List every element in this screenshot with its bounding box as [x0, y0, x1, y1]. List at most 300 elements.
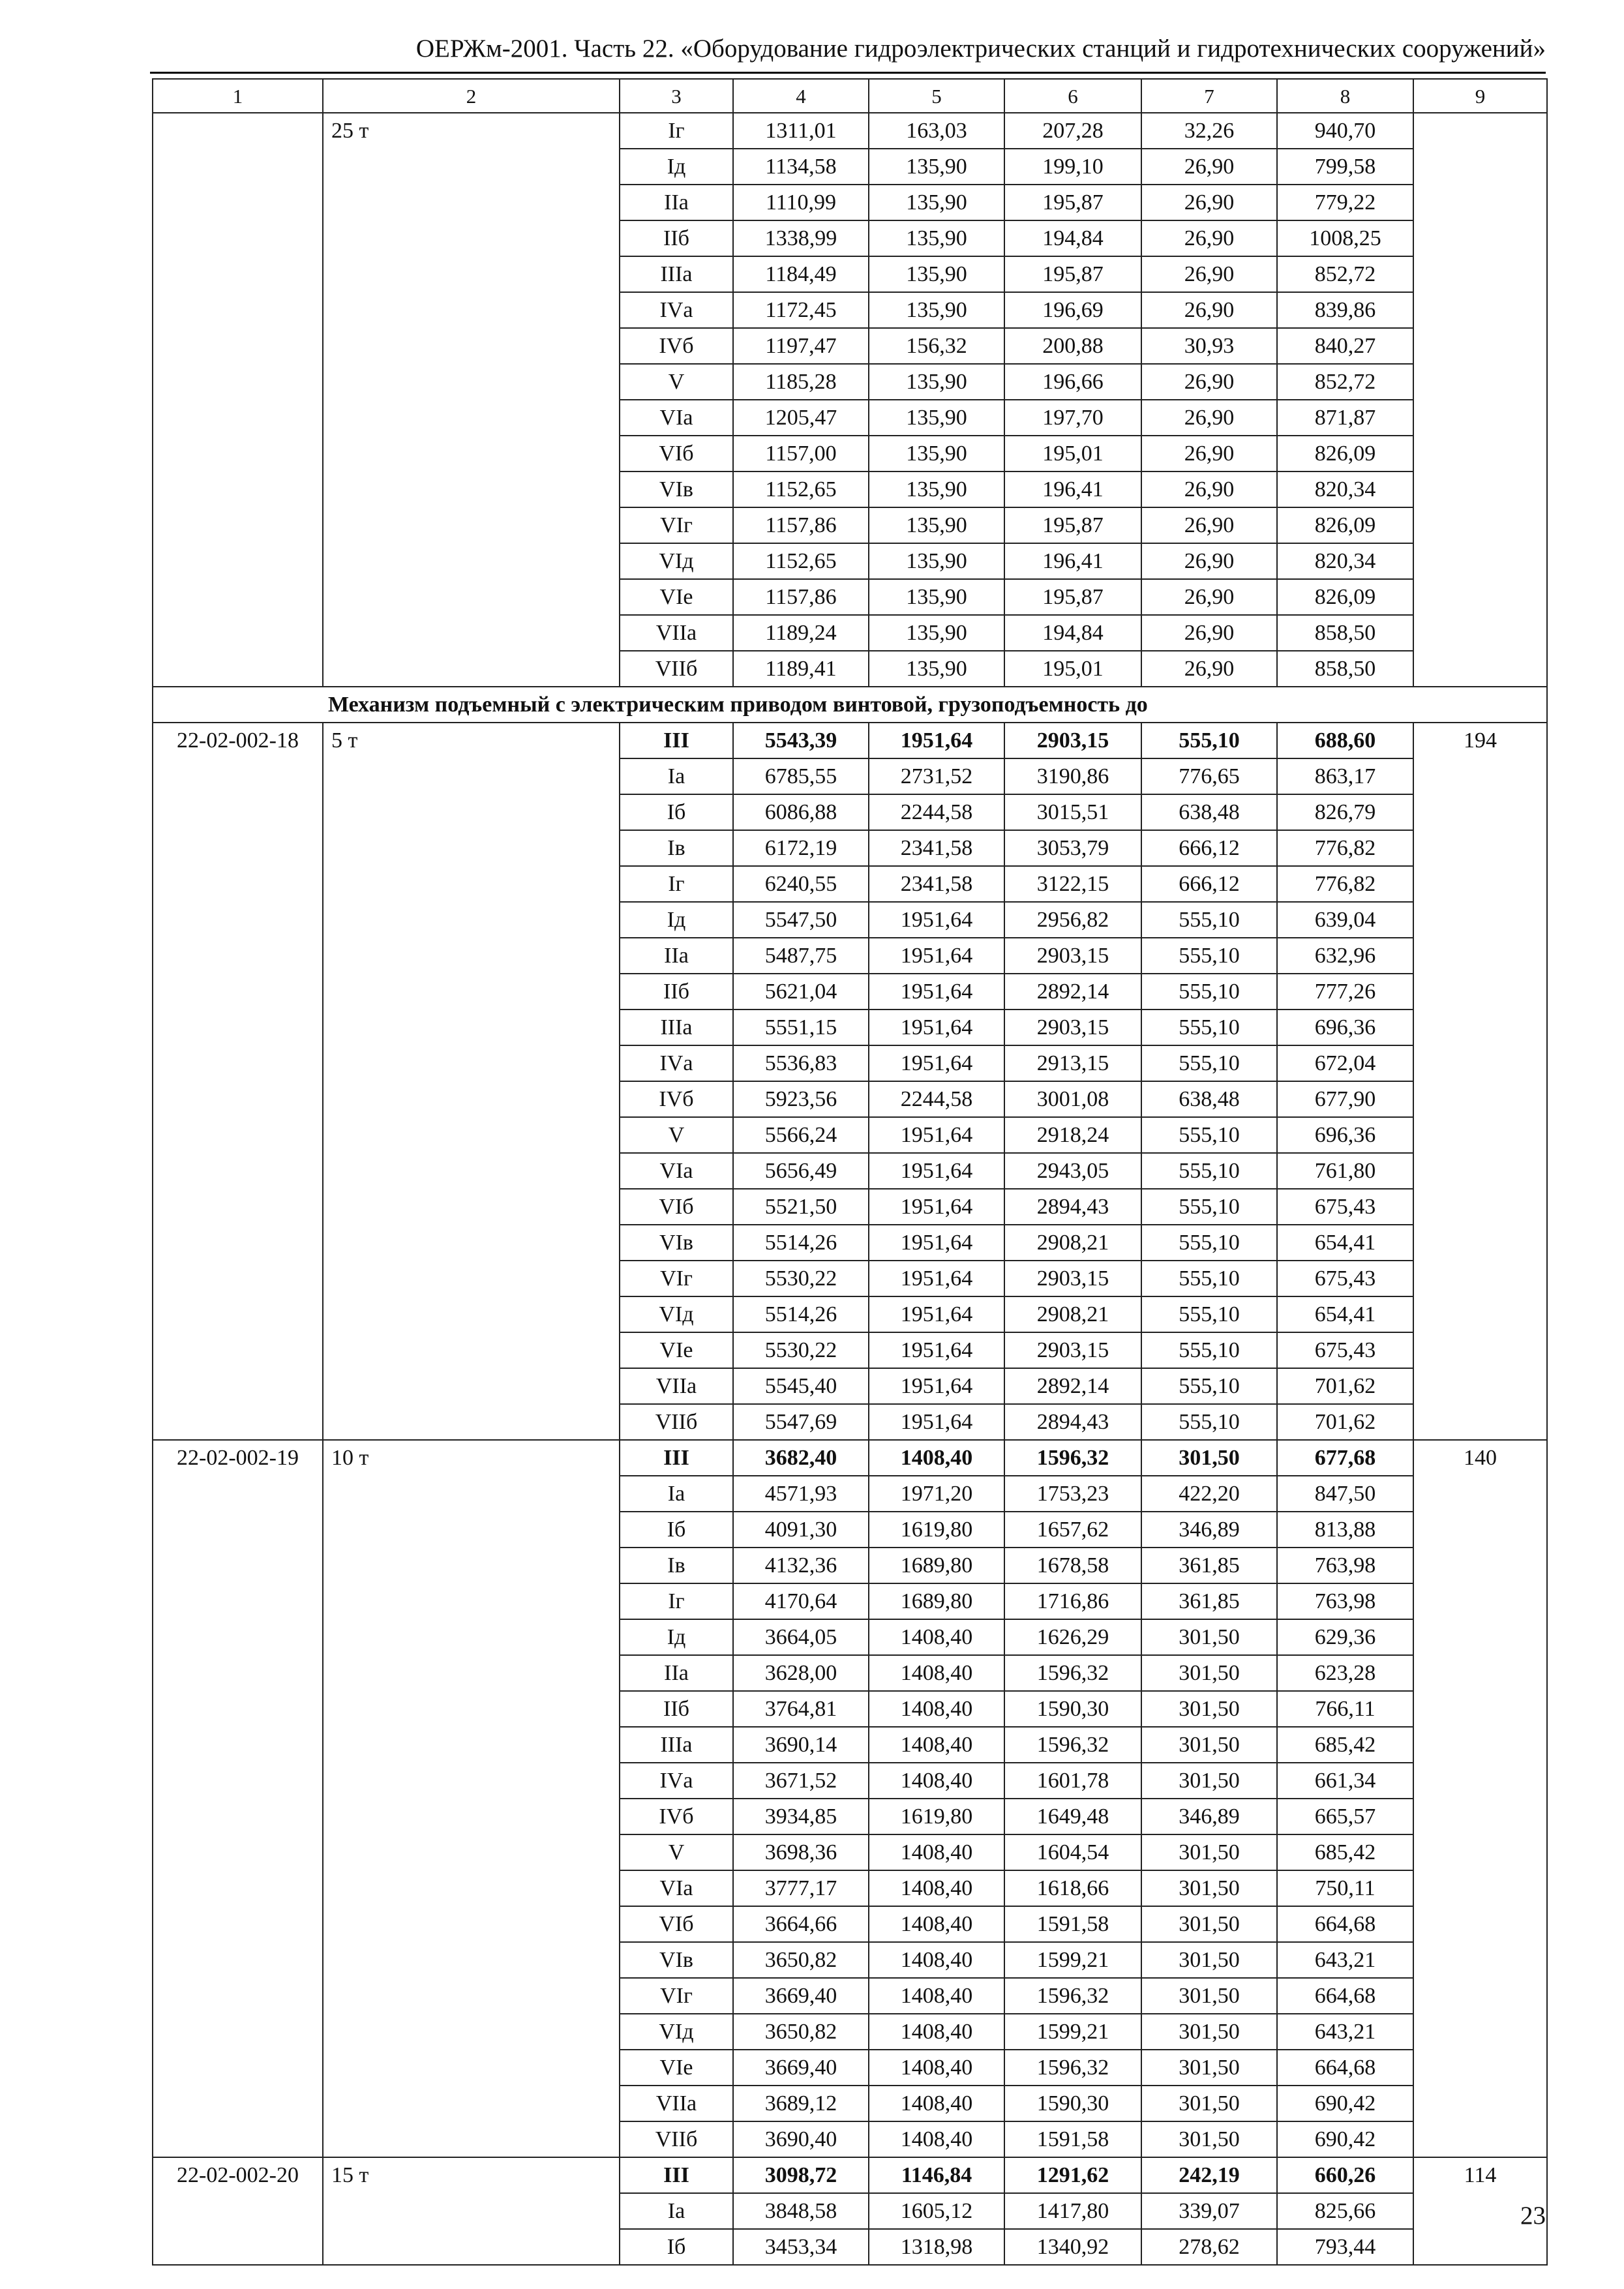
value-cell: 766,11 — [1277, 1691, 1413, 1727]
value-cell: 1338,99 — [733, 220, 869, 256]
value-cell: 5543,39 — [733, 723, 869, 758]
value-cell: 555,10 — [1141, 1189, 1277, 1225]
value-cell: 1408,40 — [869, 1727, 1004, 1763]
value-cell: 1951,64 — [869, 1296, 1004, 1332]
zone-cell: III — [620, 2157, 733, 2193]
value-cell: 301,50 — [1141, 2050, 1277, 2086]
value-cell: 763,98 — [1277, 1548, 1413, 1583]
value-cell: 5530,22 — [733, 1261, 869, 1296]
value-cell: 826,09 — [1277, 579, 1413, 615]
zone-cell: IVа — [620, 1045, 733, 1081]
value-cell: 643,21 — [1277, 2014, 1413, 2050]
zone-cell: Iд — [620, 149, 733, 185]
value-cell: 26,90 — [1141, 579, 1277, 615]
value-cell: 555,10 — [1141, 1261, 1277, 1296]
zone-cell: VIд — [620, 2014, 733, 2050]
value-cell: 195,87 — [1004, 256, 1141, 292]
zone-cell: VIг — [620, 507, 733, 543]
value-cell: 1408,40 — [869, 1655, 1004, 1691]
value-cell: 301,50 — [1141, 1440, 1277, 1476]
value-cell: 2244,58 — [869, 794, 1004, 830]
value-cell: 1951,64 — [869, 902, 1004, 938]
value-cell: 2956,82 — [1004, 902, 1141, 938]
value-cell: 339,07 — [1141, 2193, 1277, 2229]
value-cell: 1619,80 — [869, 1512, 1004, 1548]
value-cell: 30,93 — [1141, 328, 1277, 364]
value-cell: 1951,64 — [869, 1404, 1004, 1440]
value-cell: 871,87 — [1277, 400, 1413, 436]
value-cell: 26,90 — [1141, 615, 1277, 651]
zone-cell: Iб — [620, 794, 733, 830]
value-cell: 5514,26 — [733, 1296, 869, 1332]
value-cell: 555,10 — [1141, 1117, 1277, 1153]
value-cell: 825,66 — [1277, 2193, 1413, 2229]
value-cell: 197,70 — [1004, 400, 1141, 436]
zone-cell: IVб — [620, 1799, 733, 1834]
value-cell: 696,36 — [1277, 1010, 1413, 1045]
zone-cell: Iа — [620, 1476, 733, 1512]
value-cell: 1596,32 — [1004, 2050, 1141, 2086]
zone-cell: Iв — [620, 1548, 733, 1583]
rate-name-cell: 15 т — [323, 2157, 620, 2265]
value-cell: 661,34 — [1277, 1763, 1413, 1799]
value-cell: 858,50 — [1277, 615, 1413, 651]
zone-cell: VIIа — [620, 1368, 733, 1404]
value-cell: 858,50 — [1277, 651, 1413, 687]
value-cell: 1134,58 — [733, 149, 869, 185]
value-cell: 1971,20 — [869, 1476, 1004, 1512]
value-cell: 1008,25 — [1277, 220, 1413, 256]
value-cell: 2913,15 — [1004, 1045, 1141, 1081]
value-cell: 1599,21 — [1004, 2014, 1141, 2050]
value-cell: 666,12 — [1141, 830, 1277, 866]
value-cell: 195,87 — [1004, 579, 1141, 615]
rate-name-cell: 25 т — [323, 113, 620, 687]
value-cell: 623,28 — [1277, 1655, 1413, 1691]
value-cell: 1311,01 — [733, 113, 869, 149]
value-cell: 1951,64 — [869, 1117, 1004, 1153]
value-cell: 852,72 — [1277, 364, 1413, 400]
value-cell: 799,58 — [1277, 149, 1413, 185]
value-cell: 6086,88 — [733, 794, 869, 830]
value-cell: 1110,99 — [733, 185, 869, 220]
zone-cell: IIа — [620, 185, 733, 220]
section-heading-row — [153, 687, 1547, 723]
value-cell: 660,26 — [1277, 2157, 1413, 2193]
value-cell: 1951,64 — [869, 1010, 1004, 1045]
value-cell: 3650,82 — [733, 2014, 869, 2050]
value-cell: 2731,52 — [869, 758, 1004, 794]
page-number: 23 — [1520, 2202, 1546, 2230]
value-cell: 555,10 — [1141, 1332, 1277, 1368]
value-cell: 826,09 — [1277, 436, 1413, 471]
value-cell: 135,90 — [869, 149, 1004, 185]
value-cell: 1716,86 — [1004, 1583, 1141, 1619]
zone-cell: IIIа — [620, 1727, 733, 1763]
zone-cell: Iг — [620, 1583, 733, 1619]
value-cell: 1596,32 — [1004, 1440, 1141, 1476]
value-cell: 1596,32 — [1004, 1655, 1141, 1691]
column-number-row — [153, 79, 1547, 113]
value-cell: 5545,40 — [733, 1368, 869, 1404]
value-cell: 135,90 — [869, 436, 1004, 471]
table-row — [153, 1440, 1547, 1476]
value-cell: 664,68 — [1277, 1906, 1413, 1942]
value-cell: 5521,50 — [733, 1189, 869, 1225]
value-cell: 2341,58 — [869, 830, 1004, 866]
rate-code-cell — [153, 113, 323, 687]
value-cell: 555,10 — [1141, 974, 1277, 1010]
value-cell: 135,90 — [869, 364, 1004, 400]
value-cell: 135,90 — [869, 579, 1004, 615]
value-cell: 1408,40 — [869, 1942, 1004, 1978]
zone-cell: IVб — [620, 1081, 733, 1117]
value-cell: 555,10 — [1141, 938, 1277, 974]
value-cell: 26,90 — [1141, 436, 1277, 471]
value-cell: 839,86 — [1277, 292, 1413, 328]
value-cell: 242,19 — [1141, 2157, 1277, 2193]
value-cell: 4091,30 — [733, 1512, 869, 1548]
value-cell: 2903,15 — [1004, 723, 1141, 758]
value-cell: 555,10 — [1141, 1296, 1277, 1332]
value-cell: 5536,83 — [733, 1045, 869, 1081]
value-cell: 2892,14 — [1004, 974, 1141, 1010]
value-cell: 664,68 — [1277, 1978, 1413, 2014]
zone-cell: V — [620, 364, 733, 400]
value-cell: 422,20 — [1141, 1476, 1277, 1512]
value-cell: 301,50 — [1141, 1870, 1277, 1906]
value-cell: 701,62 — [1277, 1368, 1413, 1404]
zone-cell: VIд — [620, 543, 733, 579]
value-cell: 3650,82 — [733, 1942, 869, 1978]
value-cell: 1408,40 — [869, 2121, 1004, 2157]
value-cell: 32,26 — [1141, 113, 1277, 149]
value-cell: 2908,21 — [1004, 1225, 1141, 1261]
rates-table — [152, 78, 1548, 2266]
rate-name-cell: 10 т — [323, 1440, 620, 2157]
value-cell: 135,90 — [869, 543, 1004, 579]
value-cell: 196,69 — [1004, 292, 1141, 328]
value-cell: 4132,36 — [733, 1548, 869, 1583]
value-cell: 6172,19 — [733, 830, 869, 866]
value-cell: 135,90 — [869, 292, 1004, 328]
value-cell: 1619,80 — [869, 1799, 1004, 1834]
zone-cell: VIIб — [620, 2121, 733, 2157]
value-cell: 1951,64 — [869, 1189, 1004, 1225]
value-cell: 5514,26 — [733, 1225, 869, 1261]
value-cell: 2892,14 — [1004, 1368, 1141, 1404]
value-cell: 301,50 — [1141, 2014, 1277, 2050]
zone-cell: Iа — [620, 2193, 733, 2229]
zone-cell: VIе — [620, 579, 733, 615]
value-cell: 3690,40 — [733, 2121, 869, 2157]
value-cell: 26,90 — [1141, 185, 1277, 220]
value-cell: 135,90 — [869, 507, 1004, 543]
value-cell: 1408,40 — [869, 2050, 1004, 2086]
value-cell: 555,10 — [1141, 1368, 1277, 1404]
page-header-title: ОЕРЖм-2001. Часть 22. «Оборудование гидроэлектрических станций и гидротехнических сооружений» — [415, 35, 1546, 63]
value-cell: 1157,86 — [733, 579, 869, 615]
value-cell: 196,41 — [1004, 471, 1141, 507]
value-cell: 826,09 — [1277, 507, 1413, 543]
zone-cell: V — [620, 1117, 733, 1153]
value-cell: 1408,40 — [869, 1619, 1004, 1655]
value-cell: 163,03 — [869, 113, 1004, 149]
zone-cell: VIв — [620, 1942, 733, 1978]
value-cell: 1408,40 — [869, 1834, 1004, 1870]
value-cell: 1649,48 — [1004, 1799, 1141, 1834]
value-cell: 666,12 — [1141, 866, 1277, 902]
value-cell: 643,21 — [1277, 1942, 1413, 1978]
value-cell: 777,26 — [1277, 974, 1413, 1010]
value-cell: 1408,40 — [869, 2086, 1004, 2121]
value-cell: 3669,40 — [733, 2050, 869, 2086]
value-cell: 1678,58 — [1004, 1548, 1141, 1583]
value-cell: 6785,55 — [733, 758, 869, 794]
zone-cell: VIе — [620, 2050, 733, 2086]
value-cell: 1590,30 — [1004, 2086, 1141, 2121]
value-cell: 1596,32 — [1004, 1978, 1141, 2014]
value-cell: 1157,86 — [733, 507, 869, 543]
zone-cell: V — [620, 1834, 733, 1870]
value-cell: 940,70 — [1277, 113, 1413, 149]
value-cell: 2903,15 — [1004, 1332, 1141, 1368]
value-cell: 301,50 — [1141, 1942, 1277, 1978]
table-row — [153, 723, 1547, 758]
value-cell: 26,90 — [1141, 651, 1277, 687]
value-cell: 135,90 — [869, 651, 1004, 687]
value-cell: 761,80 — [1277, 1153, 1413, 1189]
zone-cell: VIа — [620, 400, 733, 436]
value-cell: 638,48 — [1141, 1081, 1277, 1117]
value-cell: 1599,21 — [1004, 1942, 1141, 1978]
zone-cell: VIб — [620, 1189, 733, 1225]
value-cell: 654,41 — [1277, 1225, 1413, 1261]
zone-cell: Iб — [620, 1512, 733, 1548]
zone-cell: Iг — [620, 866, 733, 902]
value-cell: 3690,14 — [733, 1727, 869, 1763]
value-cell: 1689,80 — [869, 1583, 1004, 1619]
value-cell: 1605,12 — [869, 2193, 1004, 2229]
zone-cell: IIа — [620, 1655, 733, 1691]
value-cell: 1951,64 — [869, 1332, 1004, 1368]
value-cell: 1951,64 — [869, 1225, 1004, 1261]
value-cell: 4170,64 — [733, 1583, 869, 1619]
value-cell: 685,42 — [1277, 1834, 1413, 1870]
value-cell: 776,82 — [1277, 830, 1413, 866]
zone-cell: VIв — [620, 1225, 733, 1261]
value-cell: 195,87 — [1004, 185, 1141, 220]
value-cell: 1951,64 — [869, 974, 1004, 1010]
value-cell: 1604,54 — [1004, 1834, 1141, 1870]
value-cell: 1951,64 — [869, 938, 1004, 974]
value-cell: 3001,08 — [1004, 1081, 1141, 1117]
zone-cell: VIIб — [620, 651, 733, 687]
zone-cell: IVа — [620, 292, 733, 328]
value-cell: 2903,15 — [1004, 938, 1141, 974]
value-cell: 1596,32 — [1004, 1727, 1141, 1763]
zone-cell: VIIа — [620, 2086, 733, 2121]
value-cell: 195,87 — [1004, 507, 1141, 543]
value-cell: 3934,85 — [733, 1799, 869, 1834]
zone-cell: VIе — [620, 1332, 733, 1368]
zone-cell: Iг — [620, 113, 733, 149]
value-cell: 555,10 — [1141, 1153, 1277, 1189]
value-cell: 2908,21 — [1004, 1296, 1141, 1332]
zone-cell: Iа — [620, 758, 733, 794]
zone-cell: Iд — [620, 1619, 733, 1655]
value-cell: 26,90 — [1141, 400, 1277, 436]
value-cell: 26,90 — [1141, 292, 1277, 328]
value-cell: 664,68 — [1277, 2050, 1413, 2086]
value-cell: 346,89 — [1141, 1512, 1277, 1548]
value-cell: 26,90 — [1141, 543, 1277, 579]
value-cell: 685,42 — [1277, 1727, 1413, 1763]
value-cell: 1657,62 — [1004, 1512, 1141, 1548]
value-cell: 1157,00 — [733, 436, 869, 471]
value-cell: 26,90 — [1141, 149, 1277, 185]
value-cell: 690,42 — [1277, 2086, 1413, 2121]
value-cell: 779,22 — [1277, 185, 1413, 220]
value-cell: 194,84 — [1004, 615, 1141, 651]
value-cell: 346,89 — [1141, 1799, 1277, 1834]
rate-name-cell: 5 т — [323, 723, 620, 1440]
value-cell: 3664,05 — [733, 1619, 869, 1655]
zone-cell: VIIа — [620, 615, 733, 651]
value-cell: 2341,58 — [869, 866, 1004, 902]
header-rule — [150, 72, 1546, 74]
value-cell: 301,50 — [1141, 1906, 1277, 1942]
zone-cell: IIб — [620, 220, 733, 256]
value-cell: 1189,41 — [733, 651, 869, 687]
zone-cell: IIIа — [620, 256, 733, 292]
value-cell: 26,90 — [1141, 256, 1277, 292]
value-cell: 638,48 — [1141, 794, 1277, 830]
value-cell: 3190,86 — [1004, 758, 1141, 794]
value-cell: 1689,80 — [869, 1548, 1004, 1583]
value-cell: 301,50 — [1141, 1978, 1277, 2014]
value-cell: 688,60 — [1277, 723, 1413, 758]
value-cell: 1951,64 — [869, 1153, 1004, 1189]
value-cell: 1591,58 — [1004, 1906, 1141, 1942]
value-cell: 555,10 — [1141, 723, 1277, 758]
rate-code-cell: 22-02-002-20 — [153, 2157, 323, 2265]
value-cell: 3122,15 — [1004, 866, 1141, 902]
zone-cell: IVб — [620, 328, 733, 364]
value-cell: 665,57 — [1277, 1799, 1413, 1834]
value-cell: 675,43 — [1277, 1261, 1413, 1296]
value-cell: 1197,47 — [733, 328, 869, 364]
rate-code-cell: 22-02-002-18 — [153, 723, 323, 1440]
value-cell: 200,88 — [1004, 328, 1141, 364]
zone-cell: IIIа — [620, 1010, 733, 1045]
zone-cell: III — [620, 1440, 733, 1476]
value-cell: 278,62 — [1141, 2229, 1277, 2265]
zone-cell: VIа — [620, 1153, 733, 1189]
value-cell: 555,10 — [1141, 1010, 1277, 1045]
value-cell: 1146,84 — [869, 2157, 1004, 2193]
zone-cell: VIг — [620, 1261, 733, 1296]
zone-cell: IIб — [620, 1691, 733, 1727]
value-cell: 5621,04 — [733, 974, 869, 1010]
value-cell: 1408,40 — [869, 1906, 1004, 1942]
value-cell: 1340,92 — [1004, 2229, 1141, 2265]
column-number: 7 — [1141, 79, 1277, 113]
zone-cell: VIв — [620, 471, 733, 507]
value-cell: 6240,55 — [733, 866, 869, 902]
rate-code-cell: 22-02-002-19 — [153, 1440, 323, 2157]
value-cell: 3669,40 — [733, 1978, 869, 2014]
value-cell: 1184,49 — [733, 256, 869, 292]
value-cell: 301,50 — [1141, 1655, 1277, 1691]
value-cell: 776,82 — [1277, 866, 1413, 902]
value-cell: 3848,58 — [733, 2193, 869, 2229]
section-heading: Механизм подъемный с электрическим приводом винтовой, грузоподъемность до — [153, 687, 1547, 723]
column-number: 5 — [869, 79, 1004, 113]
column-number: 8 — [1277, 79, 1413, 113]
column-number: 4 — [733, 79, 869, 113]
zone-cell: VIд — [620, 1296, 733, 1332]
value-cell: 863,17 — [1277, 758, 1413, 794]
value-cell: 677,90 — [1277, 1081, 1413, 1117]
value-cell: 690,42 — [1277, 2121, 1413, 2157]
value-cell: 675,43 — [1277, 1189, 1413, 1225]
value-cell: 5530,22 — [733, 1332, 869, 1368]
value-cell: 301,50 — [1141, 1619, 1277, 1655]
zone-cell: VIб — [620, 436, 733, 471]
value-cell: 639,04 — [1277, 902, 1413, 938]
zone-cell: VIа — [620, 1870, 733, 1906]
column-number: 3 — [620, 79, 733, 113]
value-cell: 1590,30 — [1004, 1691, 1141, 1727]
value-cell: 1408,40 — [869, 2014, 1004, 2050]
value-cell: 675,43 — [1277, 1332, 1413, 1368]
value-cell: 1951,64 — [869, 1045, 1004, 1081]
value-cell: 826,79 — [1277, 794, 1413, 830]
value-cell: 2894,43 — [1004, 1189, 1141, 1225]
zone-cell: Iв — [620, 830, 733, 866]
value-cell: 5547,50 — [733, 902, 869, 938]
zone-cell: Iд — [620, 902, 733, 938]
value-cell: 196,66 — [1004, 364, 1141, 400]
value-cell: 820,34 — [1277, 543, 1413, 579]
value-cell: 3453,34 — [733, 2229, 869, 2265]
value-cell: 555,10 — [1141, 1225, 1277, 1261]
value-cell: 3664,66 — [733, 1906, 869, 1942]
value-cell: 820,34 — [1277, 471, 1413, 507]
value-cell: 5923,56 — [733, 1081, 869, 1117]
value-cell: 1951,64 — [869, 723, 1004, 758]
value-cell: 3053,79 — [1004, 830, 1141, 866]
value-cell: 1152,65 — [733, 471, 869, 507]
value-cell: 847,50 — [1277, 1476, 1413, 1512]
value-cell: 1291,62 — [1004, 2157, 1141, 2193]
value-cell: 852,72 — [1277, 256, 1413, 292]
value-cell: 1618,66 — [1004, 1870, 1141, 1906]
zone-cell: IVа — [620, 1763, 733, 1799]
value-cell: 3628,00 — [733, 1655, 869, 1691]
value-cell: 5487,75 — [733, 938, 869, 974]
value-cell: 555,10 — [1141, 1045, 1277, 1081]
column-9-cell: 140 — [1413, 1440, 1547, 2157]
value-cell: 26,90 — [1141, 471, 1277, 507]
value-cell: 1601,78 — [1004, 1763, 1141, 1799]
value-cell: 3098,72 — [733, 2157, 869, 2193]
value-cell: 750,11 — [1277, 1870, 1413, 1906]
value-cell: 1626,29 — [1004, 1619, 1141, 1655]
value-cell: 3015,51 — [1004, 794, 1141, 830]
column-9-cell — [1413, 113, 1547, 687]
